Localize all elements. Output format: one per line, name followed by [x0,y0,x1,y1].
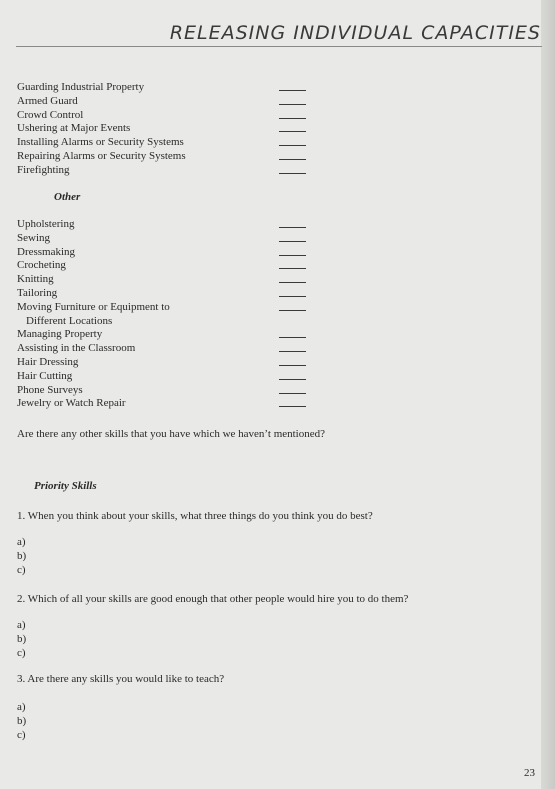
skills-list-top [17,81,317,178]
skill-row [17,370,317,384]
priority-question-2: 2. Which of all your skills are good enough that other people would hire you to do them? [17,593,409,605]
page-number: 23 [524,767,535,779]
answer-line[interactable]: b) [17,632,27,645]
skill-blank[interactable] [279,310,306,311]
skill-row [17,164,317,178]
skill-blank[interactable] [279,365,306,366]
skill-label: Knitting [17,273,54,286]
skill-label: Assisting in the Classroom [17,342,136,355]
skill-row [17,342,317,356]
skill-blank[interactable] [279,337,306,338]
answer-line[interactable]: c) [17,646,26,659]
skill-row [17,95,317,109]
answer-line[interactable]: a) [17,701,26,713]
skills-list-other [17,218,326,411]
skill-label: Phone Surveys [17,383,83,396]
skill-blank[interactable] [279,145,306,146]
answer-line[interactable]: c) [17,563,26,576]
skill-row [17,287,317,301]
skill-row [17,109,317,123]
answer-list-1 [17,536,26,577]
skill-row [17,81,317,95]
header-rule [16,46,542,47]
skill-row [17,122,317,136]
page-edge [541,0,555,789]
skill-label: Sewing [17,231,50,244]
skill-label: Upholstering [17,218,75,230]
skill-label: Armed Guard [17,94,78,107]
answer-list-3 [17,701,26,742]
skill-label: Ushering at Major Events [17,122,131,135]
skill-label: Different Locations [26,314,113,327]
skill-row [17,301,317,315]
skill-label: Tailoring [17,286,58,299]
other-heading: Other [54,191,81,203]
skill-blank[interactable] [279,406,306,407]
skill-row [17,328,317,342]
skill-label: Crowd Control [17,108,84,121]
answer-line[interactable]: a) [17,536,26,548]
skill-label: Dressmaking [17,245,76,258]
skill-label: Installing Alarms or Security Systems [17,136,184,149]
answer-list-2 [17,619,26,660]
skill-label: Firefighting [17,163,70,176]
skill-row [17,218,317,232]
skill-blank[interactable] [279,255,306,256]
skill-blank[interactable] [279,282,306,283]
skill-row [17,136,317,150]
skill-row-continuation [17,315,326,329]
priority-skills-heading: Priority Skills [34,480,97,492]
answer-line[interactable]: b) [17,549,27,562]
skill-label: Jewelry or Watch Repair [17,397,126,410]
skill-row [17,246,317,260]
skill-blank[interactable] [279,104,306,105]
skill-label: Hair Dressing [17,355,79,368]
skill-blank[interactable] [279,268,306,269]
skill-label: Crocheting [17,259,66,272]
skill-row [17,273,317,287]
skill-row [17,150,317,164]
skill-label: Moving Furniture or Equipment to [17,300,170,313]
skill-blank[interactable] [279,227,306,228]
answer-line[interactable]: b) [17,714,27,727]
skill-blank[interactable] [279,131,306,132]
skill-blank[interactable] [279,296,306,297]
answer-line[interactable]: a) [17,619,26,631]
skill-label: Managing Property [17,328,103,341]
skill-blank[interactable] [279,393,306,394]
skill-row [17,259,317,273]
skill-blank[interactable] [279,90,306,91]
skill-label: Hair Cutting [17,369,73,382]
other-skills-question: Are there any other skills that you have which we haven’t mentioned? [17,428,326,440]
skill-blank[interactable] [279,379,306,380]
skill-row [17,397,317,411]
skill-row [17,232,317,246]
skill-blank[interactable] [279,159,306,160]
answer-line[interactable]: c) [17,728,26,741]
page-header-title: RELEASING INDIVIDUAL CAPACITIES [169,22,541,44]
skill-blank[interactable] [279,118,306,119]
skill-label: Repairing Alarms or Security Systems [17,149,186,162]
skill-blank[interactable] [279,241,306,242]
skill-row [17,356,317,370]
priority-question-3: 3. Are there any skills you would like to teach? [17,673,225,685]
skill-blank[interactable] [279,173,306,174]
skill-label: Guarding Industrial Property [17,81,145,93]
skill-blank[interactable] [279,351,306,352]
priority-question-1: 1. When you think about your skills, what three things do you think you do best? [17,510,373,522]
skill-row [17,384,317,398]
